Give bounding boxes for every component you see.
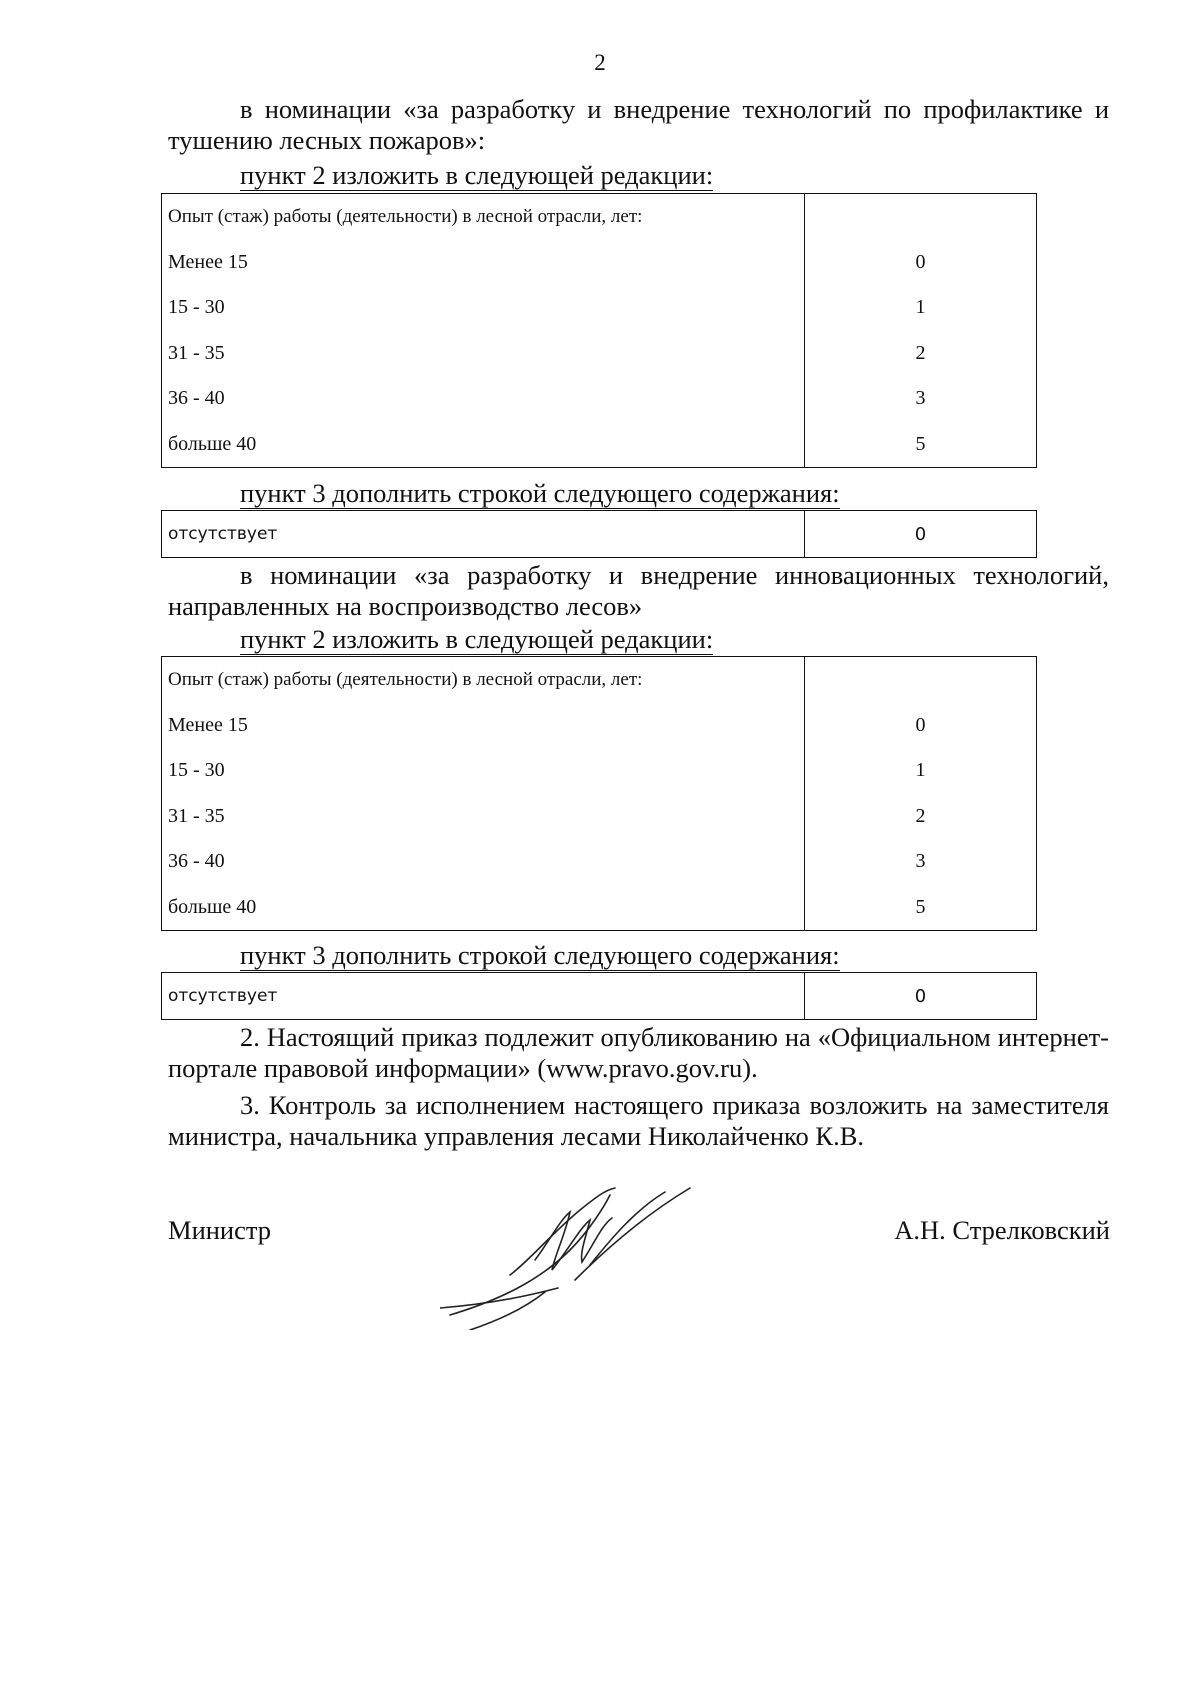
section1-extra-label: отсутствует bbox=[168, 524, 278, 544]
signatory-position: Министр bbox=[168, 1215, 272, 1245]
section1-row-label: больше 40 bbox=[168, 432, 257, 455]
section2-label-column bbox=[162, 657, 805, 931]
section2-row-label: Менее 15 bbox=[168, 713, 248, 736]
section1-row-value: 1 bbox=[915, 296, 926, 319]
section2-table bbox=[161, 656, 1037, 931]
section1-intro: в номинации «за разработку и внедрение технологий по профилактике и тушению лесных пожаров»: bbox=[168, 94, 1109, 155]
section2-extra-table bbox=[161, 972, 1037, 1020]
section2-row-value: 3 bbox=[915, 850, 926, 873]
section2-intro: в номинации «за разработку и внедрение инновационных технологий, направленных на воспроизводство лесов» bbox=[168, 560, 1109, 621]
section2-row-label: 36 - 40 bbox=[168, 850, 225, 873]
section1-row-label: Менее 15 bbox=[168, 250, 248, 273]
section1-value-column bbox=[805, 194, 1037, 468]
signatory-name: А.Н. Стрелковский bbox=[894, 1215, 1110, 1245]
section1-point3-heading: пункт 3 дополнить строкой следующего содержания: bbox=[240, 478, 840, 508]
section1-header-value-empty bbox=[805, 194, 1036, 240]
section1-row-label: 15 - 30 bbox=[168, 296, 225, 319]
section2-point3-heading: пункт 3 дополнить строкой следующего содержания: bbox=[240, 940, 840, 970]
section2-row-label: больше 40 bbox=[168, 895, 257, 918]
section1-extra-value: 0 bbox=[914, 523, 927, 545]
section2-row-value: 2 bbox=[915, 804, 926, 827]
section1-row-value: 0 bbox=[915, 250, 926, 273]
section1-table bbox=[161, 193, 1037, 468]
section1-row-label: 36 - 40 bbox=[168, 387, 225, 410]
section2-extra-value: 0 bbox=[914, 985, 927, 1007]
handwritten-signature bbox=[440, 1180, 720, 1330]
section2-row-value: 1 bbox=[915, 759, 926, 782]
section2-table-header: Опыт (стаж) работы (деятельности) в лесной отрасли, лет: bbox=[168, 668, 643, 690]
section2-header-value-empty bbox=[805, 657, 1036, 703]
clause-2: 2. Настоящий приказ подлежит опубликованию на «Официальном интернет-портале правовой информации» (www.pravo.gov.ru). bbox=[168, 1022, 1109, 1083]
section1-row-label: 31 - 35 bbox=[168, 341, 225, 364]
section2-row-value: 0 bbox=[915, 713, 926, 736]
section1-table-header: Опыт (стаж) работы (деятельности) в лесной отрасли, лет: bbox=[168, 205, 643, 227]
section2-value-column bbox=[805, 657, 1037, 931]
section1-row-value: 3 bbox=[915, 387, 926, 410]
section1-row-value: 2 bbox=[915, 341, 926, 364]
section1-extra-table bbox=[161, 510, 1037, 558]
section2-row-value: 5 bbox=[915, 895, 926, 918]
section2-point2-heading: пункт 2 изложить в следующей редакции: bbox=[240, 624, 714, 654]
section2-row-label: 15 - 30 bbox=[168, 759, 225, 782]
section1-row-value: 5 bbox=[915, 432, 926, 455]
section1-point2-heading: пункт 2 изложить в следующей редакции: bbox=[240, 160, 714, 190]
clause-3: 3. Контроль за исполнением настоящего приказа возложить на заместителя министра, начальника управления лесами Николайченко К.В. bbox=[168, 1090, 1109, 1151]
section2-row-label: 31 - 35 bbox=[168, 804, 225, 827]
page-number: 2 bbox=[594, 50, 606, 75]
section2-extra-label: отсутствует bbox=[168, 986, 278, 1006]
section1-label-column bbox=[162, 194, 805, 468]
